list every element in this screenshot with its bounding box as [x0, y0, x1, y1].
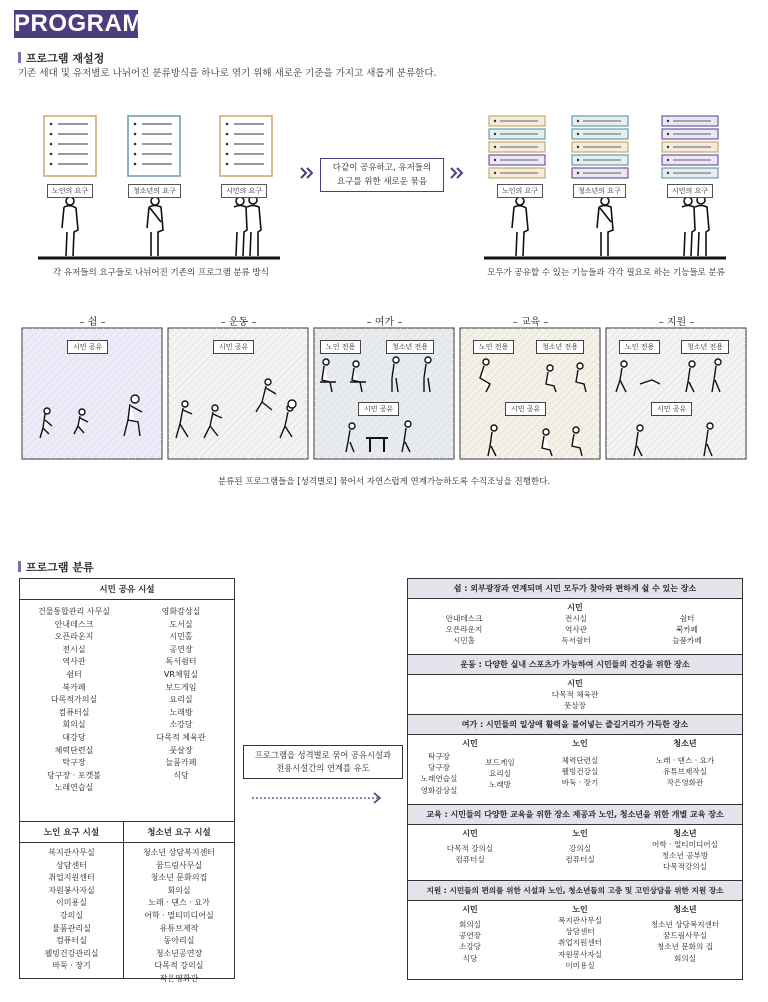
text-item: 늘품카페: [672, 636, 702, 646]
text-item: 오픈라운지: [445, 625, 483, 635]
text-item: 동아리실: [163, 936, 195, 946]
dotted-arrow-icon: [250, 790, 390, 806]
category-title-support: – 지원 –: [658, 317, 695, 328]
text-item: 다목적가의실: [50, 695, 98, 705]
rest-sub: 시민: [567, 603, 583, 612]
tag-shared-rest: 시민 공유: [67, 340, 108, 354]
text-item: 복지관사무실: [48, 848, 95, 857]
text-item: 청소년 문화의집: [150, 873, 208, 883]
program-classification-table: [407, 578, 743, 980]
text-item: 요리실: [488, 769, 511, 779]
sport-sub: 시민: [567, 679, 583, 688]
tag-senior-leisure: 노인 전용: [320, 340, 361, 354]
text-item: 컴퓨터실: [56, 936, 87, 946]
text-item: 자원봉사자실: [557, 949, 602, 959]
text-item: 노래연습실: [420, 774, 458, 784]
tag-shared-sport: 시민 공유: [213, 340, 254, 354]
row-sport: [408, 655, 742, 715]
text-item: 작은영화관: [159, 973, 199, 983]
text-item: 탁구장: [62, 758, 86, 768]
text-item: 북카페: [62, 682, 86, 692]
tag-shared-support: 시민 공유: [651, 402, 692, 416]
text-item: 다목적강의실: [662, 862, 707, 872]
support-header: 지원 : 시민들의 편의를 위한 시설과 노인, 청소년들의 고충 및 고민상담을 위한 지원 장소: [408, 881, 742, 901]
text-item: 취업지원센터: [557, 938, 602, 948]
text-item: 탁구장: [427, 752, 450, 761]
text-item: 청소년: [673, 829, 697, 838]
linkage-line2: 전용시설간의 연계를 유도: [276, 763, 370, 773]
categories-caption: 분류된 프로그램들을 [성격별로] 묶어서 자연스럽게 연계가능하도록 수직조닝을 진행한다.: [217, 477, 551, 487]
text-item: 회의실: [62, 720, 86, 730]
label-citizen-needs-right: 시민의 요구: [667, 184, 713, 198]
row-leisure: [408, 715, 742, 805]
text-item: 청소년: [673, 739, 697, 748]
text-item: 회의실: [673, 953, 696, 963]
text-item: 식당: [173, 770, 189, 780]
linkage-box: [243, 745, 403, 779]
tag-senior-support: 노인 전용: [619, 340, 660, 354]
program-banner: PROGRAM: [14, 10, 143, 37]
text-item: 청소년 문화의 집: [656, 942, 714, 952]
text-item: 오픈라운지: [54, 632, 94, 642]
text-item: 노래 · 댄스 · 요가: [148, 898, 210, 908]
text-item: 독서쉼터: [561, 636, 591, 646]
text-item: 취업지원센터: [48, 873, 95, 883]
senior-facilities: [20, 822, 124, 978]
row-support: [408, 881, 742, 971]
senior-facilities-title: 노인 요구 시설: [20, 822, 123, 843]
edu-header: 교육 : 시민들의 다양한 교육을 위한 장소 제공과 노인, 청소년을 위한 개별 교육 장소: [408, 805, 742, 825]
text-item: 보드게임: [485, 758, 515, 767]
text-item: 시민: [462, 739, 478, 748]
text-item: 회의실: [167, 885, 191, 895]
text-item: 노래 · 댄스 · 요가: [655, 756, 715, 765]
category-panels: [0, 0, 768, 470]
text-item: 청소년 공부방: [661, 851, 709, 861]
text-item: 노래방: [169, 707, 193, 717]
section2-heading: [18, 556, 94, 575]
text-item: 풋살장: [169, 745, 193, 755]
sport-header: 운동 : 다양한 실내 스포츠가 가능하여 시민들의 건강을 위한 장소: [408, 655, 742, 675]
text-item: 소강당: [458, 942, 481, 952]
text-item: 노인: [572, 829, 588, 838]
text-item: 꿈드림사무실: [662, 931, 707, 941]
text-item: 웰빙건강관리실: [44, 948, 99, 958]
text-item: 안내데스크: [54, 619, 94, 629]
shared-facilities-table: [19, 578, 235, 983]
section2-title: 프로그램 분류: [26, 561, 94, 574]
category-title-sport: – 운동 –: [220, 317, 257, 328]
caption-left: 각 유저들의 요구들로 나뉘어진 기존의 프로그램 분류 방식: [53, 268, 269, 278]
text-item: 전시실: [62, 644, 86, 654]
text-item: 북카페: [675, 625, 698, 635]
text-item: 청소년: [673, 905, 697, 914]
text-item: 유튜브제작실: [662, 767, 707, 777]
youth-facilities-title: 청소년 요구 시설: [124, 822, 234, 843]
label-senior-needs-right: 노인의 요구: [497, 184, 543, 198]
category-title-education: – 교육 –: [512, 317, 549, 328]
leisure-header: 여가 : 시민들의 일상에 활력을 불어넣는 즐길거리가 가득한 장소: [408, 715, 742, 735]
text-item: 바둑 · 장기: [561, 778, 599, 788]
text-item: 유튜브제작: [159, 923, 199, 933]
section1-desc: 기존 세대 및 유저별로 나뉘어진 분류방식을 하나로 엮기 위해 새로운 기준을 가지고 새롭게 분류한다.: [18, 68, 437, 79]
label-senior-needs: 노인의 요구: [47, 184, 93, 198]
tag-senior-edu: 노인 전용: [473, 340, 514, 354]
section-marker: [18, 561, 21, 572]
text-item: 강의실: [59, 910, 84, 920]
tag-youth-support: 청소년 전용: [681, 340, 729, 354]
text-item: 상담센터: [565, 927, 595, 937]
youth-facilities: [124, 822, 234, 983]
text-item: 노인: [572, 905, 588, 914]
text-item: 이미용실: [56, 898, 87, 908]
text-item: 당구장: [427, 763, 450, 773]
text-item: 체력단련실: [561, 756, 599, 765]
text-item: 풋살장: [563, 701, 586, 711]
label-youth-needs-right: 청소년의 요구: [573, 184, 626, 198]
text-item: 보드게임: [165, 682, 197, 692]
text-item: 다목적 체육관: [156, 732, 206, 742]
text-item: 시민홀: [169, 632, 193, 642]
text-item: 강의실: [568, 844, 591, 853]
shared-facilities-title: 시민 공유 시설: [20, 579, 234, 600]
section1-title: 프로그램 재설정: [26, 52, 105, 65]
text-item: 다목적 강의실: [446, 844, 494, 853]
text-item: 상담센터: [56, 860, 87, 870]
text-item: 다목적 체육관: [551, 690, 599, 699]
text-item: 역사관: [564, 625, 587, 635]
text-item: 대강당: [62, 732, 86, 742]
text-item: 쉼터: [66, 669, 82, 679]
text-item: 시민: [462, 829, 478, 838]
category-title-leisure: – 여가 –: [366, 317, 403, 328]
shared-col-2: [128, 606, 234, 821]
text-item: 어학 · 멀티미디어실: [652, 840, 718, 849]
text-item: 요리실: [169, 695, 193, 705]
caption-right: 모두가 공유할 수 있는 기능들과 각각 필요로 하는 기능들로 분류: [487, 268, 725, 278]
rest-header: 쉼 : 외부광장과 연계되며 시민 모두가 찾아와 편하게 쉴 수 있는 장소: [408, 579, 742, 599]
text-item: 다목적 강의실: [154, 961, 204, 971]
text-item: 당구장 · 포켓볼: [47, 770, 101, 780]
row-rest: [408, 579, 742, 655]
text-item: 독서쉼터: [165, 657, 197, 667]
text-item: 바둑 · 장기: [52, 961, 91, 971]
label-citizen-needs: 시민의 요구: [221, 184, 267, 198]
text-item: 웰빙건강실: [561, 767, 599, 777]
text-item: 안내데스크: [445, 614, 483, 623]
text-item: 청소년 상담복지센터: [650, 920, 720, 929]
text-item: 시민홀: [452, 636, 475, 646]
text-item: 소강당: [169, 720, 193, 730]
center-box-line1: 다같이 공유하고, 유저들의: [332, 163, 432, 173]
text-item: 전시실: [564, 614, 587, 623]
tag-shared-leisure: 시민 공유: [358, 402, 399, 416]
text-item: 청소년공연장: [155, 948, 203, 958]
text-item: 컴퓨터실: [565, 855, 595, 865]
text-item: 영화감상실: [420, 785, 458, 795]
text-item: 늘품카페: [165, 758, 197, 768]
row-education: [408, 805, 742, 881]
label-youth-needs: 청소년의 요구: [128, 184, 181, 198]
text-item: 꿈드림사무실: [155, 860, 203, 870]
text-item: 시민: [462, 905, 478, 914]
text-item: 물품관리실: [52, 923, 91, 933]
text-item: 컴퓨터실: [58, 707, 90, 717]
tag-youth-leisure: 청소년 전용: [386, 340, 434, 354]
text-item: 공연장: [169, 644, 193, 654]
text-item: VR체험실: [163, 669, 199, 679]
text-item: 식당: [462, 953, 478, 963]
tag-youth-edu: 청소년 전용: [536, 340, 584, 354]
text-item: 작은영화관: [666, 778, 704, 788]
text-item: 역사관: [62, 657, 86, 667]
text-item: 노인: [572, 739, 588, 748]
text-item: 청소년 상담복지센터: [142, 848, 216, 857]
text-item: 건물통합관리 사무실: [37, 607, 111, 616]
text-item: 회의실: [458, 920, 481, 929]
shared-col-1: [20, 606, 128, 821]
text-item: 공연장: [458, 931, 481, 941]
text-item: 자원봉사자실: [48, 885, 95, 895]
text-item: 이미용실: [565, 960, 595, 970]
tag-shared-edu: 시민 공유: [505, 402, 546, 416]
text-item: 복지관사무실: [557, 916, 602, 925]
center-box-line2: 요구를 위한 새로운 묶음: [336, 177, 428, 187]
linkage-line1: 프로그램을 성격별로 묶어 공유시설과: [254, 750, 392, 760]
text-item: 체력단련실: [54, 745, 94, 755]
text-item: 컴퓨터실: [455, 855, 485, 865]
text-item: 영화감상실: [161, 607, 201, 616]
text-item: 쉼터: [679, 614, 695, 623]
text-item: 노래연습실: [54, 783, 94, 793]
text-item: 어학 · 멀티미디어실: [144, 910, 214, 920]
category-title-rest: – 쉼 –: [79, 317, 106, 328]
text-item: 도서실: [169, 619, 193, 629]
text-item: 노래방: [488, 780, 511, 790]
